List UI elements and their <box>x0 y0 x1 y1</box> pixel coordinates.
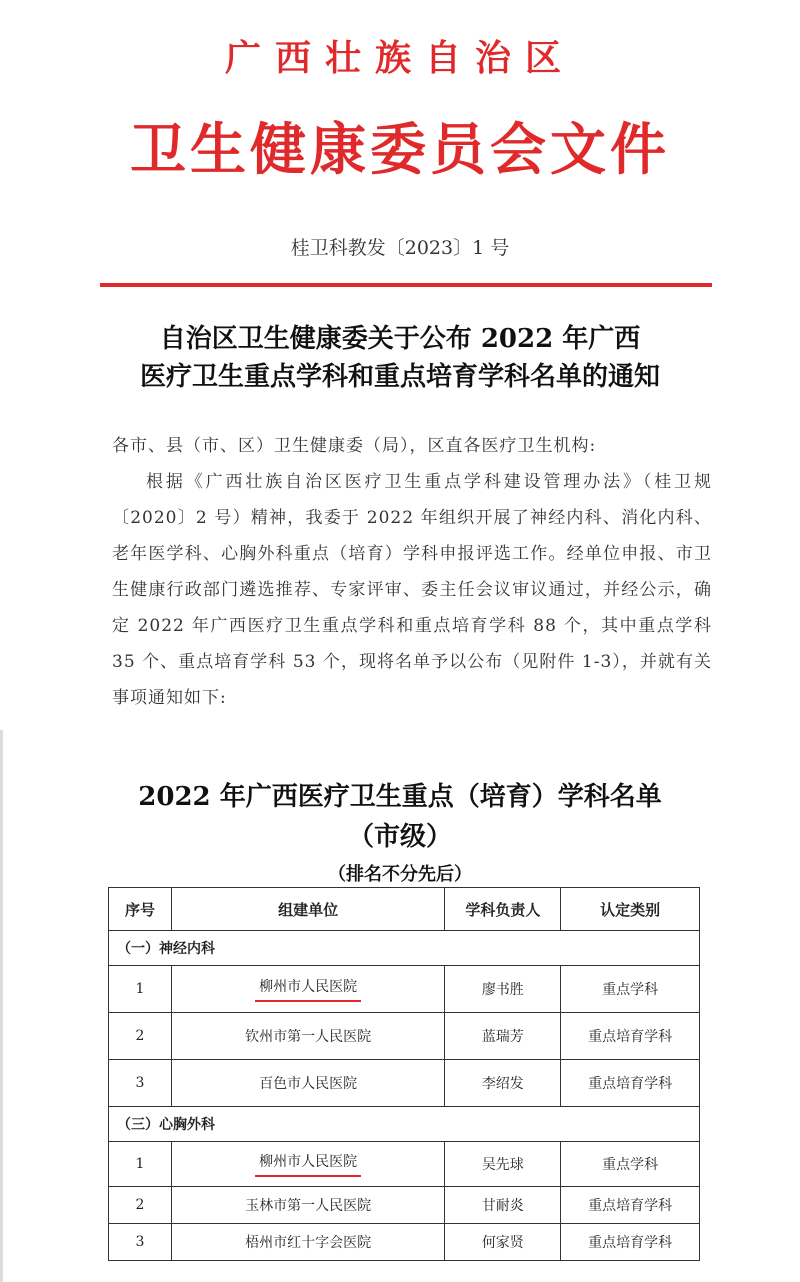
unit-cell <box>171 966 445 1013</box>
section-label: （一）神经内科 <box>109 931 700 966</box>
section-row <box>109 931 700 966</box>
unit-cell: 玉林市第一人民医院 <box>171 1187 445 1224</box>
column-header: 序号 <box>109 888 172 931</box>
row-number: 3 <box>109 1224 172 1261</box>
unit-name-underlined: 柳州市人民医院 <box>255 1151 361 1177</box>
type-cell: 重点培育学科 <box>561 1187 700 1224</box>
list-title-line2: （市级） <box>347 822 452 852</box>
issuing-authority-line2: 卫生健康委员会文件 <box>130 117 670 183</box>
row-number: 2 <box>109 1187 172 1224</box>
type-cell: 重点学科 <box>561 1142 700 1187</box>
unit-cell: 梧州市红十字会医院 <box>171 1224 445 1261</box>
column-header: 组建单位 <box>171 888 445 931</box>
notice-paragraph: 根据《广西壮族自治区医疗卫生重点学科建设管理办法》（桂卫规〔2020〕2 号）精神，我委于 2022 年组织开展了神经内科、消化内科、老年医学科、心胸外科重点（培育）学科申报评选工作。经单位申报、市卫生健康行政部门遴选推荐、专家评审、委主任会议审议通过，并经公示，确定 2022 年广西医疗卫生重点学科和重点培育学科 88 个，其中重点学科 35 个、重点培育学科 53 个，现将名单予以公布（见附件 1-3），并就有关事项通知如下: <box>112 472 712 708</box>
table-header-row <box>109 888 700 931</box>
table-row <box>109 1013 700 1060</box>
discipline-table <box>108 887 700 1261</box>
header-divider <box>100 283 712 287</box>
notice-title <box>100 320 700 396</box>
type-cell: 重点培育学科 <box>561 1060 700 1107</box>
lead-cell: 甘耐炎 <box>445 1187 561 1224</box>
lead-cell: 吴先球 <box>445 1142 561 1187</box>
column-header: 学科负责人 <box>445 888 561 931</box>
type-cell: 重点培育学科 <box>561 1013 700 1060</box>
notice-salutation: 各市、县（市、区）卫生健康委（局），区直各医疗卫生机构: <box>112 436 597 456</box>
unit-name-underlined: 柳州市人民医院 <box>255 976 361 1002</box>
unit-cell: 钦州市第一人民医院 <box>171 1013 445 1060</box>
issuing-authority-line1: 广西壮族自治区 <box>224 37 575 79</box>
list-title-line1: 2022 年广西医疗卫生重点（培育）学科名单 <box>138 782 662 812</box>
unit-cell <box>171 1142 445 1187</box>
table-row <box>109 966 700 1013</box>
lead-cell: 廖书胜 <box>445 966 561 1013</box>
unit-cell: 百色市人民医院 <box>171 1060 445 1107</box>
section-label: （三）心胸外科 <box>109 1107 700 1142</box>
notice-title-line1: 自治区卫生健康委关于公布 2022 年广西 <box>159 324 641 354</box>
row-number: 1 <box>109 966 172 1013</box>
notice-body <box>112 428 712 716</box>
row-number: 3 <box>109 1060 172 1107</box>
lead-cell: 何家贤 <box>445 1224 561 1261</box>
document-number: 桂卫科教发〔2023〕1 号 <box>290 237 510 259</box>
notice-title-line2: 医疗卫生重点学科和重点培育学科名单的通知 <box>139 362 660 392</box>
table-row <box>109 1142 700 1187</box>
type-cell: 重点培育学科 <box>561 1224 700 1261</box>
row-number: 2 <box>109 1013 172 1060</box>
section-row <box>109 1107 700 1142</box>
list-title <box>0 777 800 857</box>
row-number: 1 <box>109 1142 172 1187</box>
type-cell: 重点学科 <box>561 966 700 1013</box>
table-row <box>109 1060 700 1107</box>
lead-cell: 蓝瑞芳 <box>445 1013 561 1060</box>
list-note: （排名不分先后） <box>328 864 472 885</box>
lead-cell: 李绍发 <box>445 1060 561 1107</box>
table-row <box>109 1187 700 1224</box>
column-header: 认定类别 <box>561 888 700 931</box>
table-row <box>109 1224 700 1261</box>
